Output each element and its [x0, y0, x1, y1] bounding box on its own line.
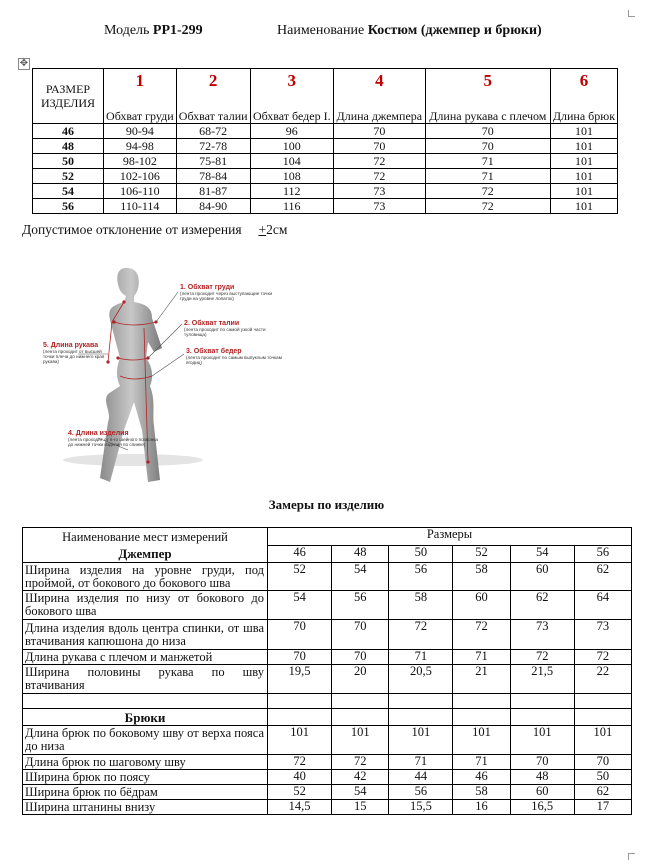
empty-cell	[268, 694, 332, 709]
empty-cell	[332, 694, 389, 709]
measure-value: 21,5	[510, 665, 574, 694]
value-cell: 70	[425, 139, 550, 154]
size-cell: 46	[33, 124, 104, 139]
mannequin-body	[100, 268, 162, 482]
measure-name: Длина рукава с плечом и манжетой	[23, 650, 268, 665]
measure-value: 70	[268, 650, 332, 665]
measure-value: 20,5	[389, 665, 453, 694]
value-cell: 72	[425, 184, 550, 199]
measure-value: 19,5	[268, 665, 332, 694]
value-cell: 72	[333, 169, 425, 184]
annotation-note: (лента проходит от 6-го шейного позвонка до нижней точки изделия по спинке)	[68, 437, 158, 447]
pants-section-title: Брюки	[23, 709, 268, 726]
measure-value: 101	[389, 726, 453, 755]
measure-value: 101	[268, 726, 332, 755]
size-column-header: РАЗМЕР ИЗДЕЛИЯ	[33, 69, 104, 124]
value-cell: 75-81	[176, 154, 250, 169]
annotation-title: 2. Обхват талии	[184, 320, 240, 327]
size-header-cell: 46	[268, 545, 332, 563]
measure-value: 101	[574, 726, 631, 755]
tolerance-value: 2см	[266, 222, 288, 237]
measure-name: Ширина изделия по низу от бокового до бокового шва	[23, 591, 268, 620]
measure-value: 64	[574, 591, 631, 620]
measure-value: 72	[574, 650, 631, 665]
size-header-cell: 56	[574, 545, 631, 563]
size-row	[33, 154, 618, 169]
measure-value: 72	[332, 755, 389, 770]
empty-cell	[574, 694, 631, 709]
value-cell: 102-106	[104, 169, 177, 184]
annotation-chest	[180, 284, 280, 301]
empty-cell	[510, 694, 574, 709]
value-cell: 73	[333, 199, 425, 214]
tolerance-note	[22, 222, 287, 238]
empty-cell	[332, 709, 389, 726]
measure-value: 54	[332, 563, 389, 591]
pants-row	[23, 755, 632, 770]
measure-value: 56	[332, 591, 389, 620]
place-header: Наименование мест измерений	[23, 528, 268, 546]
value-cell: 84-90	[176, 199, 250, 214]
table-move-handle-icon[interactable]: ✥	[19, 58, 29, 69]
pants-row	[23, 770, 632, 785]
value-cell: 71	[425, 169, 550, 184]
empty-cell	[389, 694, 453, 709]
measure-value: 15	[332, 800, 389, 815]
measure-value: 52	[268, 563, 332, 591]
value-cell: 96	[250, 124, 333, 139]
value-cell: 90-94	[104, 124, 177, 139]
measure-value: 101	[453, 726, 510, 755]
measure-value: 42	[332, 770, 389, 785]
measure-value: 70	[332, 620, 389, 650]
measure-value: 70	[332, 650, 389, 665]
size-row	[33, 184, 618, 199]
empty-cell	[574, 709, 631, 726]
measure-value: 54	[268, 591, 332, 620]
value-cell: 101	[550, 124, 617, 139]
pants-row	[23, 785, 632, 800]
value-cell: 104	[250, 154, 333, 169]
size-row	[33, 199, 618, 214]
measure-value: 58	[389, 591, 453, 620]
measure-value: 20	[332, 665, 389, 694]
column-number: 6	[550, 69, 617, 94]
empty-cell	[23, 694, 268, 709]
measure-value: 101	[332, 726, 389, 755]
model-value: РР1-299	[152, 23, 203, 38]
measure-value: 44	[389, 770, 453, 785]
value-cell: 78-84	[176, 169, 250, 184]
page-corner-mark	[628, 853, 635, 860]
measure-value: 72	[389, 620, 453, 650]
annotation-title: 5. Длина рукава	[43, 342, 99, 349]
measure-value: 62	[510, 591, 574, 620]
size-header-cell: 54	[510, 545, 574, 563]
measurements-title: Замеры по изделию	[268, 497, 385, 512]
measure-value: 71	[453, 755, 510, 770]
measure-name: Ширина штанины внизу	[23, 800, 268, 815]
empty-cell	[453, 709, 510, 726]
jumper-row	[23, 591, 632, 620]
column-number: 5	[425, 69, 550, 94]
measure-value: 70	[510, 755, 574, 770]
value-cell: 70	[333, 124, 425, 139]
jumper-row	[23, 665, 632, 694]
column-label: Обхват бедер I.	[250, 93, 333, 124]
value-cell: 101	[550, 199, 617, 214]
value-cell: 116	[250, 199, 333, 214]
measure-value: 21	[453, 665, 510, 694]
measure-value: 60	[510, 785, 574, 800]
measure-value: 46	[453, 770, 510, 785]
measure-name: Ширина изделия на уровне груди, под проймой, от бокового до бокового шва	[23, 563, 268, 591]
annotation-length	[68, 430, 164, 447]
measure-value: 62	[574, 563, 631, 591]
product-name-line	[277, 23, 542, 39]
value-cell: 72-78	[176, 139, 250, 154]
column-label: Длина рукава с плечом	[425, 93, 550, 124]
model-line	[104, 23, 203, 39]
size-header-cell: 50	[389, 545, 453, 563]
measure-value: 101	[510, 726, 574, 755]
pants-row	[23, 726, 632, 755]
page-corner-mark	[628, 10, 635, 17]
measurement-figure	[38, 262, 308, 490]
measure-value: 40	[268, 770, 332, 785]
value-cell: 101	[550, 139, 617, 154]
measure-value: 71	[453, 650, 510, 665]
measure-name: Ширина брюк по бёдрам	[23, 785, 268, 800]
empty-cell	[453, 694, 510, 709]
value-cell: 100	[250, 139, 333, 154]
value-cell: 81-87	[176, 184, 250, 199]
value-cell: 68-72	[176, 124, 250, 139]
measure-value: 72	[268, 755, 332, 770]
size-row	[33, 169, 618, 184]
value-cell: 94-98	[104, 139, 177, 154]
value-cell: 110-114	[104, 199, 177, 214]
sizes-header: Размеры	[268, 528, 632, 546]
measure-value: 50	[574, 770, 631, 785]
pants-row	[23, 800, 632, 815]
size-chart-table	[32, 68, 618, 214]
annotation-title: 4. Длина изделия	[68, 430, 129, 437]
measure-name: Ширина брюк по поясу	[23, 770, 268, 785]
model-label: Модель	[104, 23, 150, 38]
value-cell: 73	[333, 184, 425, 199]
measure-value: 14,5	[268, 800, 332, 815]
measure-value: 15,5	[389, 800, 453, 815]
jumper-row	[23, 620, 632, 650]
measure-value: 70	[268, 620, 332, 650]
column-number: 3	[250, 69, 333, 94]
annotation-waist	[184, 320, 280, 337]
column-number: 1	[104, 69, 177, 94]
measure-value: 72	[510, 650, 574, 665]
product-name-value: Костюм (джемпер и брюки)	[367, 23, 542, 38]
column-label: Длина брюк	[550, 93, 617, 124]
column-number: 2	[176, 69, 250, 94]
spacer-row	[23, 694, 632, 709]
value-cell: 106-110	[104, 184, 177, 199]
annotation-title: 3. Обхват бедер	[186, 348, 242, 355]
size-cell: 56	[33, 199, 104, 214]
measure-value: 58	[453, 785, 510, 800]
size-cell: 54	[33, 184, 104, 199]
value-cell: 71	[425, 154, 550, 169]
measure-name: Ширина половины рукава по шву втачивания	[23, 665, 268, 694]
column-label: Обхват груди	[104, 93, 177, 124]
tolerance-text: Допустимое отклонение от измерения	[22, 222, 242, 237]
measure-value: 48	[510, 770, 574, 785]
measure-value: 22	[574, 665, 631, 694]
value-cell: 72	[425, 199, 550, 214]
product-name-label: Наименование	[277, 23, 365, 38]
measure-value: 72	[453, 620, 510, 650]
annotation-note: (лента проходит от высшей точки плеча до нижнего края рукава)	[43, 349, 105, 364]
annotation-hips	[186, 348, 286, 365]
size-cell: 52	[33, 169, 104, 184]
measure-value: 62	[574, 785, 631, 800]
value-cell: 98-102	[104, 154, 177, 169]
value-cell: 101	[550, 169, 617, 184]
measure-value: 56	[389, 785, 453, 800]
value-cell: 70	[333, 139, 425, 154]
annotation-note: (лента проходит по самым выпуклым точкам ягодиц)	[186, 355, 282, 365]
value-cell: 112	[250, 184, 333, 199]
size-cell: 50	[33, 154, 104, 169]
column-label: Обхват талии	[176, 93, 250, 124]
value-cell: 72	[333, 154, 425, 169]
measure-value: 58	[453, 563, 510, 591]
measure-value: 56	[389, 563, 453, 591]
measure-name: Длина изделия вдоль центра спинки, от шва втачивания капюшона до низа	[23, 620, 268, 650]
value-cell: 101	[550, 154, 617, 169]
plus-minus-sign: +	[258, 222, 267, 237]
column-label: Длина джемпера	[333, 93, 425, 124]
measure-value: 73	[510, 620, 574, 650]
size-row	[33, 124, 618, 139]
measure-value: 17	[574, 800, 631, 815]
value-cell: 101	[550, 184, 617, 199]
annotation-note: (лента проходит по самой узкой части туловища)	[184, 327, 266, 337]
measure-name: Длина брюк по боковому шву от верха пояса до низа	[23, 726, 268, 755]
empty-cell	[510, 709, 574, 726]
empty-cell	[268, 709, 332, 726]
column-number: 4	[333, 69, 425, 94]
measure-value: 70	[574, 755, 631, 770]
jumper-section-title: Джемпер	[23, 545, 268, 563]
size-row	[33, 139, 618, 154]
measure-value: 71	[389, 755, 453, 770]
measurements-table	[22, 527, 632, 815]
annotation-title: 1. Обхват груди	[180, 284, 235, 291]
jumper-row	[23, 563, 632, 591]
measure-value: 16,5	[510, 800, 574, 815]
measure-value: 54	[332, 785, 389, 800]
measure-value: 60	[453, 591, 510, 620]
jumper-row	[23, 650, 632, 665]
measure-name: Длина брюк по шаговому шву	[23, 755, 268, 770]
measure-value: 73	[574, 620, 631, 650]
annotation-sleeve	[43, 342, 109, 364]
measure-value: 71	[389, 650, 453, 665]
value-cell: 70	[425, 124, 550, 139]
size-header-cell: 48	[332, 545, 389, 563]
size-header-cell: 52	[453, 545, 510, 563]
value-cell: 108	[250, 169, 333, 184]
size-cell: 48	[33, 139, 104, 154]
empty-cell	[389, 709, 453, 726]
measure-value: 52	[268, 785, 332, 800]
measure-value: 16	[453, 800, 510, 815]
measure-value: 60	[510, 563, 574, 591]
annotation-note: (лента проходит через выступающие точки груди на уровне лопаток)	[180, 291, 273, 301]
